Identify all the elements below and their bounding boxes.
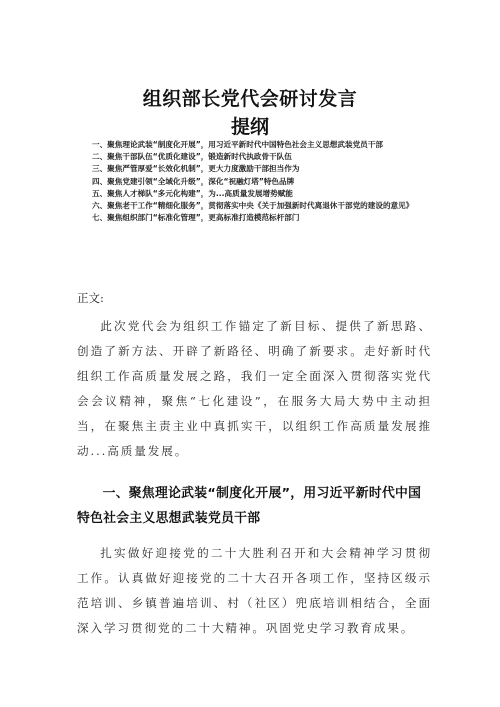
outline-item: 二、聚焦干部队伍“优质化建设”，锻造新时代执政骨干队伍 [92,152,292,162]
body-label: 正文: [77,291,104,305]
section-paragraph: 扎实做好迎接党的二十大胜利召开和大会精神学习贯彻工作。认真做好迎接党的二十大召开各项工作，坚持区级示范培训、乡镇普遍培训、村（社区）兜底培训相结合，全面深入学习贯彻党的二十大精神。巩固党史学习教育成果。 [77,546,432,635]
outline-item: 七、聚焦组织部门“标准化管理”，更高标准打造模范标杆部门 [92,213,300,223]
outline-item: 六、聚焦老干工作“精细化服务”，贯彻落实中央《关于加强新时代离退休干部党的建设的意见》 [92,201,414,211]
section-heading: 一、聚焦理论武装“制度化开展”，用习近平新时代中国特色社会主义思想武装党员干部 [77,486,422,526]
outline-item: 四、聚焦党建引领“全域化升级”，深化“祝融灯塔”特色品牌 [92,176,295,186]
outline-title: 提纲 [230,116,269,138]
outline-item: 三、聚焦严管厚爱“长效化机制”，更大力度激励干部担当作为 [92,164,300,174]
outline-item: 五、聚焦人才梯队“多元化构建”，为...高质量发展增势赋能 [92,188,293,198]
intro-paragraph: 此次党代会为组织工作锚定了新目标、提供了新思路、创造了新方法、开辟了新路径、明确了新要求。走好新时代组织工作高质量发展之路，我们一定全面深入贯彻落实党代会会议精神，聚焦“七化建设”，在服务大局大势中主动担当，在聚焦主责主业中真抓实干，以组织工作高质量发展推动...高质量发展。 [77,319,432,458]
document-title: 组织部长党代会研讨发言 [142,88,358,110]
outline-list [92,139,412,224]
outline-item: 一、聚焦理论武装“制度化开展”，用习近平新时代中国特色社会主义思想武装党员干部 [92,140,383,149]
